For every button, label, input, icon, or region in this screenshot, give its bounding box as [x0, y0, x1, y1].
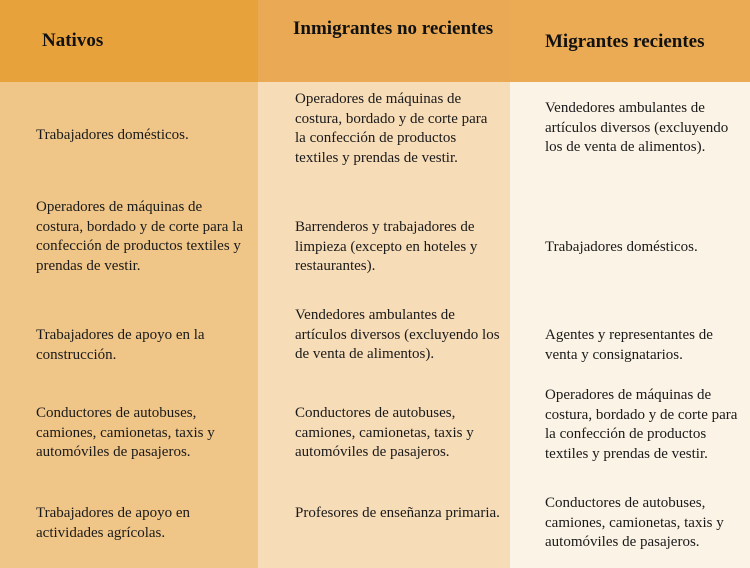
table-cell: Profesores de enseñanza primaria.	[295, 505, 500, 521]
table-cell: Vendedores ambulantes de artículos diversos (excluyendo los de venta de alimentos).	[295, 307, 500, 362]
table-cell: Trabajadores domésticos.	[545, 239, 698, 255]
table-cell: Conductores de autobuses, camiones, camionetas, taxis y automóviles de pasajeros.	[36, 405, 215, 460]
table-cell: Operadores de máquinas de costura, bordado y de corte para la confección de productos textiles y prendas de vestir.	[36, 199, 243, 274]
table-cell: Agentes y representantes de venta y consignatarios.	[545, 327, 713, 363]
header-inmigrantes-no-recientes: Inmigrantes no recientes	[258, 0, 510, 82]
column-migrantes-recientes	[510, 82, 750, 568]
table-cell: Conductores de autobuses, camiones, camionetas, taxis y automóviles de pasajeros.	[295, 405, 474, 460]
table-cell: Trabajadores de apoyo en la construcción.	[36, 327, 205, 363]
header-nativos: Nativos	[0, 0, 258, 82]
table-cell: Vendedores ambulantes de artículos diversos (excluyendo los de venta de alimentos).	[545, 100, 729, 155]
table-cell: Barrenderos y trabajadores de limpieza (excepto en hoteles y restaurantes).	[295, 219, 478, 274]
table-cell: Trabajadores de apoyo en actividades agrícolas.	[36, 505, 190, 541]
table-cell: Operadores de máquinas de costura, bordado y de corte para la confección de productos textiles y prendas de vestir.	[295, 91, 488, 166]
table-cell: Conductores de autobuses, camiones, camionetas, taxis y automóviles de pasajeros.	[545, 495, 724, 550]
column-inmigrantes-no-recientes	[258, 82, 510, 568]
table-cell: Trabajadores domésticos.	[36, 127, 189, 143]
header-migrantes-recientes: Migrantes recientes	[510, 0, 750, 82]
table-cell: Operadores de máquinas de costura, bordado y de corte para la confección de productos textiles y prendas de vestir.	[545, 387, 738, 462]
column-nativos	[0, 82, 258, 568]
